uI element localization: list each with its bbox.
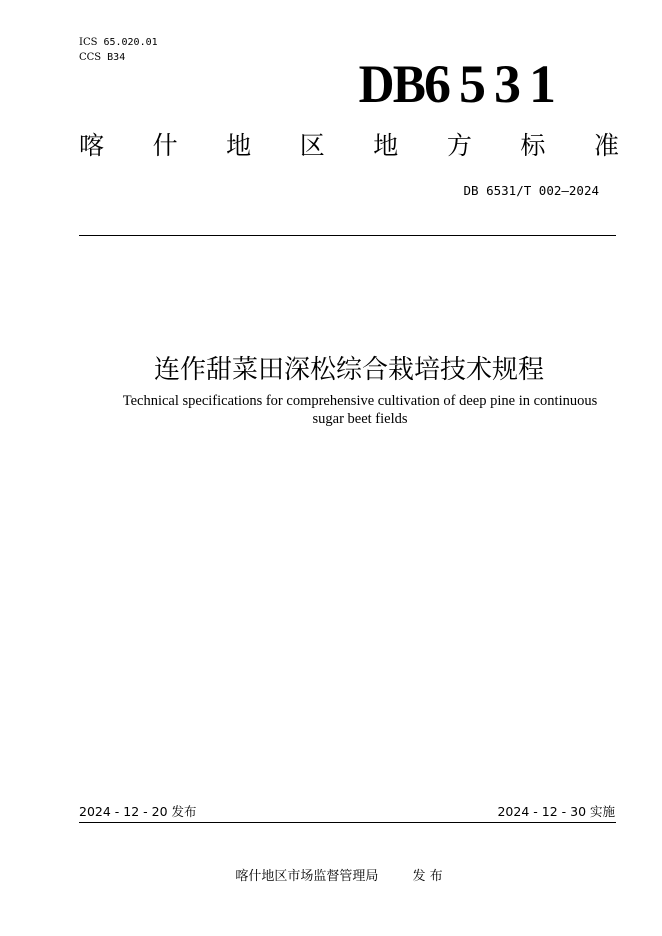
- document-title-english-line1: Technical specifications for comprehensive cultivation of deep pine in continuous: [122, 393, 598, 409]
- footer-divider: [79, 822, 616, 823]
- standard-type-char: 区: [299, 131, 325, 160]
- publisher-action: 发 布: [412, 869, 443, 884]
- publisher-line: [0, 868, 662, 886]
- standard-type-char: 地: [373, 131, 399, 160]
- standard-number: DB 6531/T 002—2024: [463, 183, 599, 198]
- ccs-line: [79, 51, 125, 64]
- issue-date: 2024 - 12 - 20 发布: [79, 804, 197, 819]
- header-divider: [79, 235, 616, 236]
- standard-type-char: 地: [226, 131, 252, 160]
- ccs-label: CCS: [79, 52, 102, 63]
- standard-type-char: 标: [520, 131, 546, 160]
- standard-type-char: 方: [446, 131, 472, 160]
- standard-type-char: 喀: [79, 131, 105, 160]
- db-logo-digits: 6531: [424, 54, 564, 114]
- db-logo: [353, 52, 564, 116]
- ics-label: ICS: [79, 37, 98, 48]
- document-title-chinese: 连作甜菜田深松综合栽培技术规程: [153, 355, 544, 385]
- document-title-english-line2: sugar beet fields: [312, 411, 408, 427]
- publisher-name: 喀什地区市场监督管理局: [235, 869, 379, 884]
- ccs-code: B34: [107, 52, 126, 63]
- ics-code: 65.020.01: [103, 37, 158, 48]
- standard-type-heading: [79, 128, 619, 164]
- document-title-english: [0, 392, 662, 428]
- implementation-date: 2024 - 12 - 30 实施: [497, 804, 615, 819]
- standard-type-char: 准: [593, 131, 619, 160]
- ics-line: [79, 36, 158, 49]
- db-logo-prefix: DB: [358, 54, 424, 114]
- standard-type-char: 什: [152, 131, 178, 160]
